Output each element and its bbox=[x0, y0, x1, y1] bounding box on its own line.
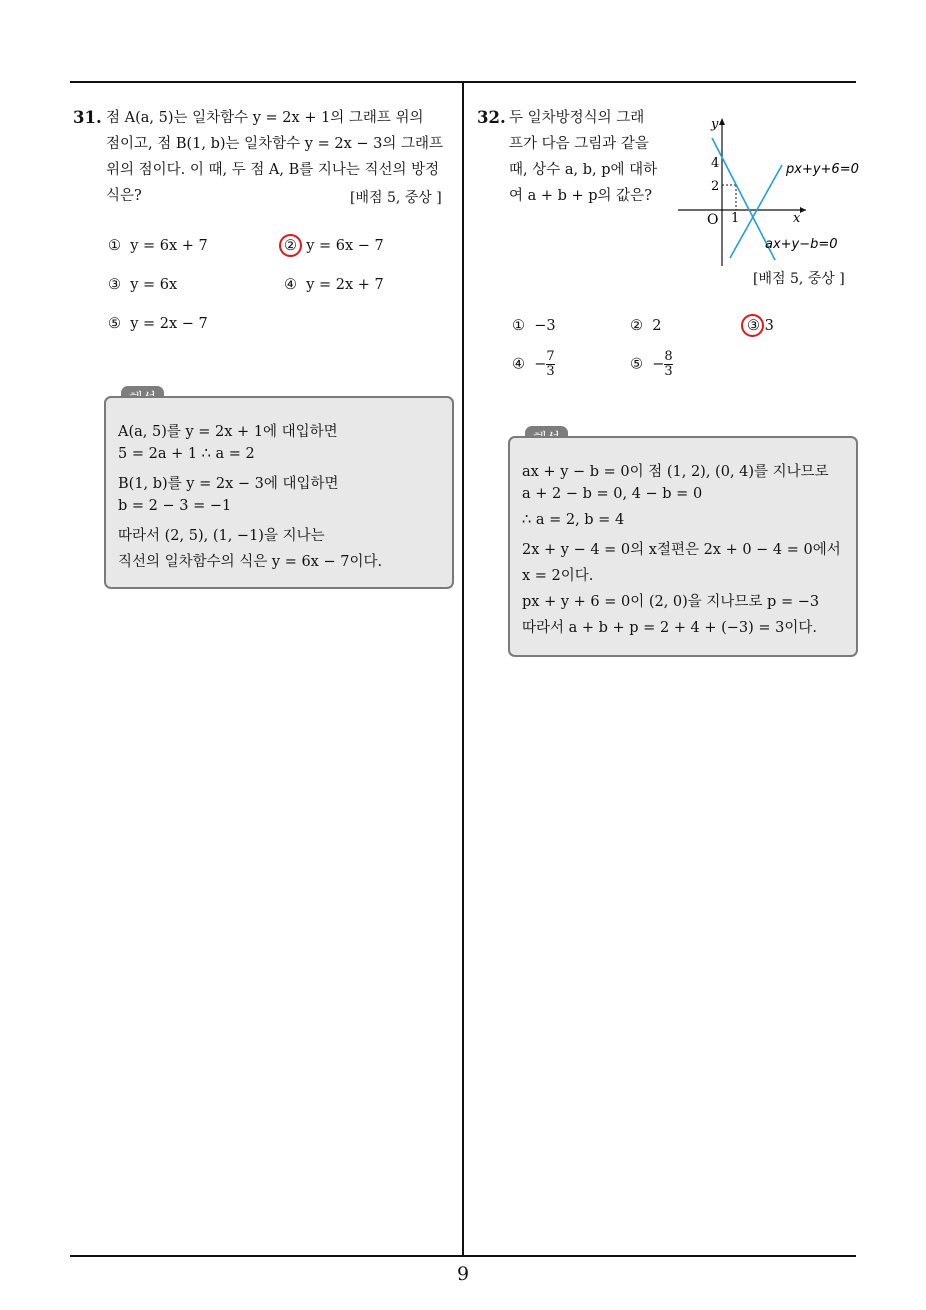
q32-number: 32. bbox=[477, 108, 506, 127]
q32-solution-line: x = 2이다. bbox=[522, 568, 594, 584]
q31-line: 식은? bbox=[106, 188, 142, 204]
q31-number: 31. bbox=[73, 108, 102, 127]
q31-line: 위의 점이다. 이 때, 두 점 A, B를 지나는 직선의 방정 bbox=[106, 162, 440, 178]
column-divider bbox=[462, 83, 464, 1255]
q32-choice-3[interactable]: ③ 3 bbox=[747, 318, 774, 334]
q31-choice-3[interactable]: ③ y = 6x bbox=[108, 277, 178, 293]
q31-solution-line: 5 = 2a + 1 ∴ a = 2 bbox=[118, 446, 255, 462]
q31-solution-line: B(1, b)를 y = 2x − 3에 대입하면 bbox=[118, 476, 339, 492]
q31-choice-1[interactable]: ① y = 6x + 7 bbox=[108, 238, 208, 254]
q32-choice-1[interactable]: ① −3 bbox=[512, 318, 556, 334]
tick-1-label: 1 bbox=[731, 211, 740, 226]
q31-solution-line: 직선의 일차함수의 식은 y = 6x − 7이다. bbox=[118, 554, 383, 570]
q32-line: 때, 상수 a, b, p에 대하 bbox=[509, 162, 658, 178]
q31-solution-line: b = 2 − 3 = −1 bbox=[118, 498, 232, 514]
q31-solution-line: A(a, 5)를 y = 2x + 1에 대입하면 bbox=[118, 424, 338, 440]
q31-line: 점 A(a, 5)는 일차함수 y = 2x + 1의 그래프 위의 bbox=[106, 110, 424, 126]
q32-choice-4[interactable]: ④ − $\frac{7}{3}$ bbox=[512, 349, 555, 379]
q32-solution-line: 따라서 a + b + p = 2 + 4 + (−3) = 3이다. bbox=[522, 620, 818, 636]
q32-line: 프가 다음 그림과 같을 bbox=[509, 136, 649, 152]
q32-solution-line: a + 2 − b = 0, 4 − b = 0 bbox=[522, 486, 703, 502]
q32-line: 여 a + b + p의 값은? bbox=[509, 188, 652, 204]
x-axis-arrow-icon bbox=[800, 207, 806, 213]
q32-choice-2[interactable]: ② 2 bbox=[630, 318, 662, 334]
q32-choice-5[interactable]: ⑤ − $\frac{8}{3}$ bbox=[630, 349, 673, 379]
q31-choice-2[interactable]: ② y = 6x − 7 bbox=[284, 238, 384, 254]
q31-score: [배점 5, 중상 ] bbox=[350, 190, 442, 206]
tick-4-label: 4 bbox=[711, 156, 720, 171]
q31-solution-box bbox=[104, 396, 454, 589]
q32-solution-line: 2x + y − 4 = 0의 x절편은 2x + 0 − 4 = 0에서 bbox=[522, 542, 841, 558]
y-axis-label: y bbox=[711, 117, 719, 132]
bottom-rule bbox=[70, 1255, 856, 1257]
line1-equation-label: px+y+6=0 bbox=[786, 162, 859, 177]
q32-score: [배점 5, 중상 ] bbox=[753, 271, 845, 287]
x-axis-label: x bbox=[793, 211, 801, 226]
tick-2-label: 2 bbox=[711, 179, 720, 194]
q31-choice-4[interactable]: ④ y = 2x + 7 bbox=[284, 277, 384, 293]
q32-text bbox=[509, 105, 669, 209]
answer-mark-circle bbox=[741, 314, 764, 337]
q32-solution-box bbox=[508, 436, 858, 657]
origin-label: O bbox=[707, 212, 719, 228]
y-axis-arrow-icon bbox=[719, 118, 725, 125]
page-number: 9 bbox=[456, 1263, 470, 1285]
q32-solution-line: px + y + 6 = 0이 (2, 0)을 지나므로 p = −3 bbox=[522, 594, 820, 610]
q32-solution-line: ax + y − b = 0이 점 (1, 2), (0, 4)를 지나므로 bbox=[522, 464, 829, 480]
answer-mark-circle bbox=[279, 234, 302, 257]
line2-equation-label: ax+y−b=0 bbox=[765, 237, 838, 252]
q31-line: 점이고, 점 B(1, b)는 일차함수 y = 2x − 3의 그래프 bbox=[106, 136, 443, 152]
q32-line: 두 일차방정식의 그래 bbox=[509, 110, 645, 126]
q32-solution-line: ∴ a = 2, b = 4 bbox=[522, 512, 625, 528]
q31-choice-5[interactable]: ⑤ y = 2x − 7 bbox=[108, 316, 208, 332]
q31-solution-line: 따라서 (2, 5), (1, −1)을 지나는 bbox=[118, 528, 325, 544]
q32-graph bbox=[670, 110, 870, 270]
